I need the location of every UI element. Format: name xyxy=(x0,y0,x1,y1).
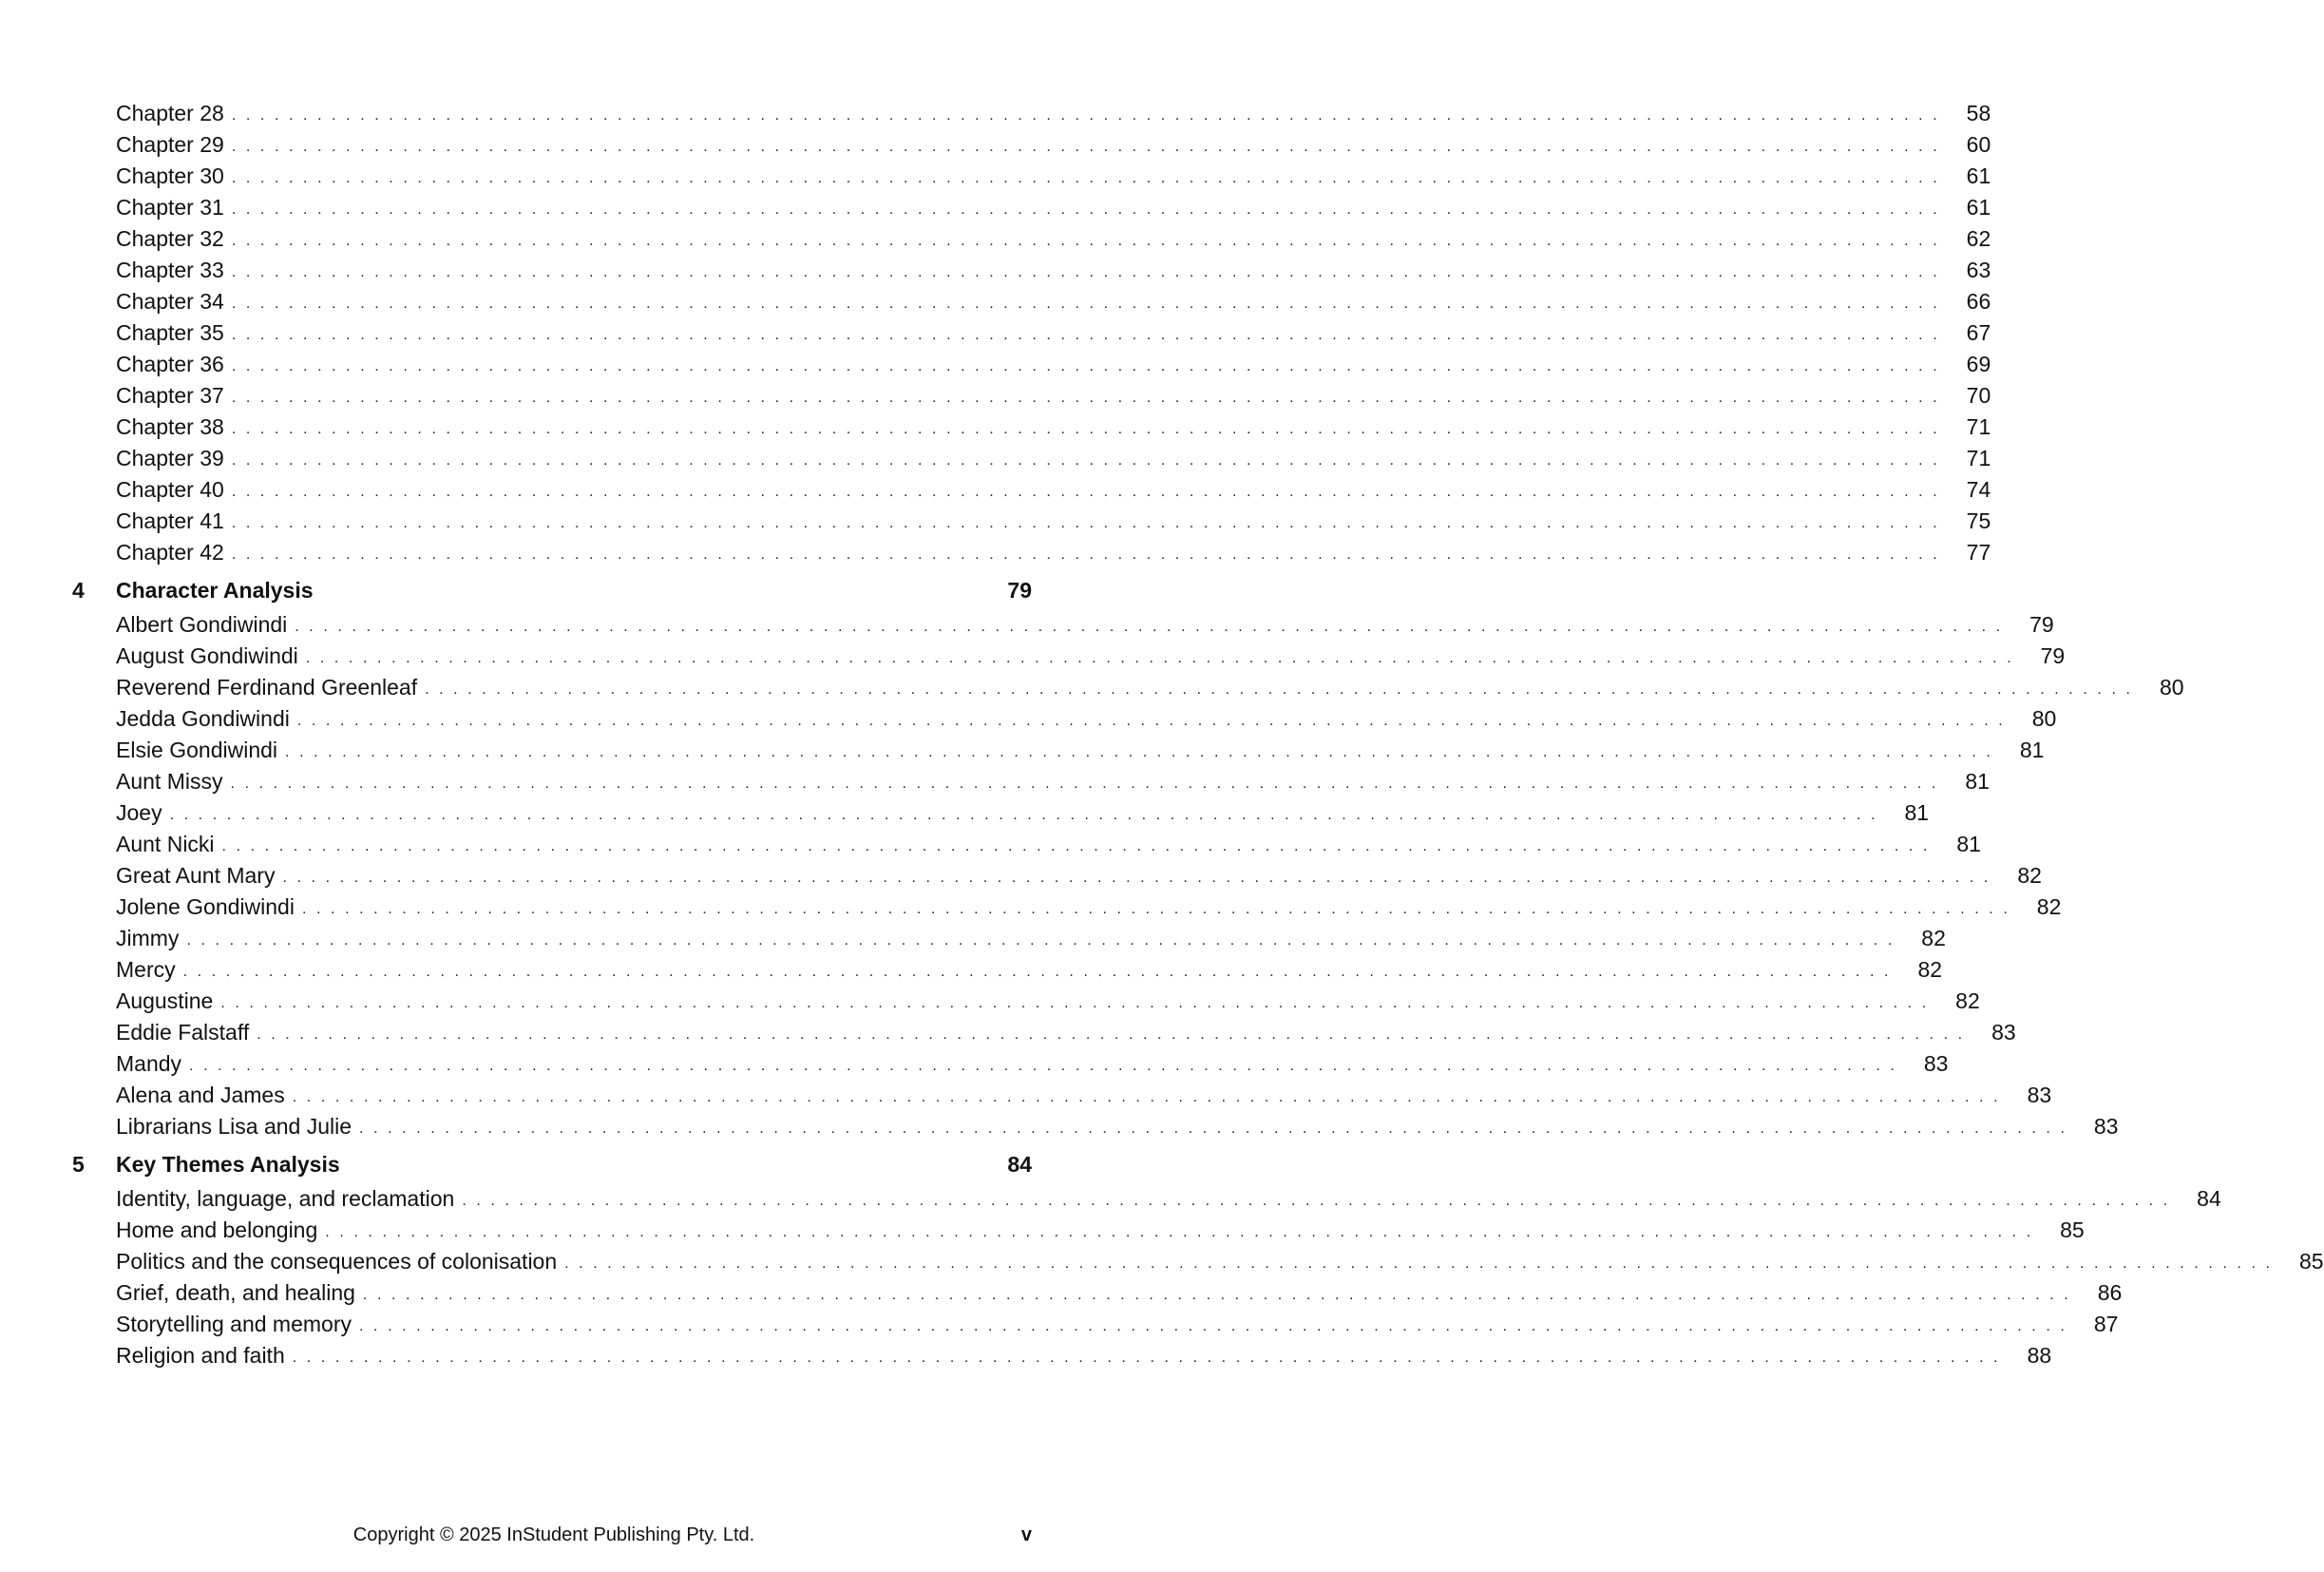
dot-leader: ........................................................................................................................ xyxy=(462,1193,2178,1209)
toc-entry-label: Jolene Gondiwindi xyxy=(116,894,295,919)
toc-entry[interactable] xyxy=(72,735,2045,766)
toc-entry[interactable] xyxy=(72,380,1991,412)
toc-page-number: 67 xyxy=(1966,320,1991,345)
toc-page-number: 86 xyxy=(2097,1280,2123,1305)
toc-entry[interactable] xyxy=(72,703,2057,735)
toc-entry[interactable] xyxy=(72,443,1991,474)
dot-leader: ........................................................................................................................ xyxy=(301,901,2018,917)
toc-entry-label: Chapter 32 xyxy=(116,226,224,251)
dot-leader: ........................................................................................................................ xyxy=(231,452,1948,469)
toc-entry[interactable] xyxy=(72,349,1991,380)
toc-entry-label: Politics and the consequences of colonisation xyxy=(116,1249,558,1274)
toc-entry-label: Chapter 30 xyxy=(116,163,224,188)
toc-page-number: 83 xyxy=(2093,1114,2119,1139)
toc-page-number: 82 xyxy=(2036,894,2062,919)
dot-leader: ........................................................................................................................ xyxy=(231,296,1948,312)
toc-page-number: 77 xyxy=(1966,540,1991,565)
toc-entry-label: Key Themes Analysis xyxy=(116,1151,340,1177)
dot-leader: ........................................................................................................................ xyxy=(231,107,1948,124)
toc-page-number: 81 xyxy=(1904,800,1930,825)
toc-entry-label: Chapter 35 xyxy=(116,320,224,345)
page-number: v xyxy=(1020,1524,1032,1545)
toc-entry[interactable] xyxy=(72,609,2054,641)
toc-entry[interactable] xyxy=(72,891,2062,923)
toc-page-number: 82 xyxy=(2017,863,2042,888)
dot-leader: ........................................................................................................................ xyxy=(189,1058,1905,1074)
toc-page-number: 85 xyxy=(2298,1249,2324,1274)
dot-leader: ........................................................................................................................ xyxy=(292,1350,2009,1366)
toc-entry[interactable] xyxy=(72,1215,2085,1246)
toc-entry[interactable] xyxy=(72,286,1991,317)
toc-page-number: 80 xyxy=(2159,675,2184,700)
toc-section-number: 5 xyxy=(72,1151,85,1177)
toc-entry[interactable] xyxy=(72,923,1946,954)
page-footer xyxy=(0,1524,1108,1553)
toc-entry-label: Aunt Nicki xyxy=(116,832,215,856)
dot-leader: ........................................................................................................................ xyxy=(231,327,1948,343)
toc-page-number: 84 xyxy=(2197,1186,2221,1211)
toc-entry-label: Chapter 37 xyxy=(116,383,224,408)
dot-leader: ........................................................................................................................ xyxy=(220,995,1936,1011)
toc-page-number: 60 xyxy=(1966,132,1991,157)
copyright-notice: Copyright © 2025 InStudent Publishing Pty. Ltd. xyxy=(352,1524,755,1545)
toc-page-number: 83 xyxy=(2027,1083,2052,1107)
toc-entry[interactable] xyxy=(72,223,1991,255)
toc-entry-label: Chapter 38 xyxy=(116,414,224,439)
toc-page-number: 80 xyxy=(2031,706,2057,731)
toc-section-heading[interactable] xyxy=(72,1145,1032,1183)
toc-entry-label: Chapter 29 xyxy=(116,132,224,157)
toc-page-number: 84 xyxy=(1007,1151,1032,1177)
dot-leader: ........................................................................................................................ xyxy=(231,139,1948,155)
toc-entry[interactable] xyxy=(72,797,1930,829)
dot-leader: ........................................................................................................................ xyxy=(231,484,1948,500)
toc-page-number: 83 xyxy=(1991,1020,2016,1045)
toc-entry[interactable] xyxy=(72,474,1991,506)
dot-leader: ........................................................................................................................ xyxy=(282,870,1998,886)
toc-page-number: 81 xyxy=(1956,832,1981,856)
dot-leader: ........................................................................................................................ xyxy=(231,546,1948,563)
dot-leader: ........................................................................................................................ xyxy=(425,681,2141,698)
toc-entry-label: Grief, death, and healing xyxy=(116,1280,355,1305)
toc-entry[interactable] xyxy=(72,129,1991,161)
dot-leader: ........................................................................................................................ xyxy=(285,744,2001,760)
toc-entry[interactable] xyxy=(72,766,1990,797)
toc-entry[interactable] xyxy=(72,317,1991,349)
dot-leader: ........................................................................................................................ xyxy=(231,170,1948,186)
toc-entry[interactable] xyxy=(72,1309,2119,1340)
toc-entry-label: Character Analysis xyxy=(116,577,314,603)
dot-leader: ........................................................................................................................ xyxy=(230,776,1946,792)
toc-entry[interactable] xyxy=(72,98,1991,129)
dot-leader: ........................................................................................................................ xyxy=(221,838,1937,854)
toc-entry[interactable] xyxy=(72,1277,2123,1309)
toc-entry[interactable] xyxy=(72,192,1991,223)
dot-leader: ........................................................................................................................ xyxy=(182,964,1899,980)
toc-entry[interactable] xyxy=(72,860,2042,891)
toc-entry-label: Librarians Lisa and Julie xyxy=(116,1114,352,1139)
toc-entry-label: Chapter 40 xyxy=(116,477,224,502)
toc-entry[interactable] xyxy=(72,829,1981,860)
toc-entry[interactable] xyxy=(72,1246,2324,1277)
dot-leader: ........................................................................................................................ xyxy=(359,1121,2075,1137)
toc-entry[interactable] xyxy=(72,986,1980,1017)
toc-entry[interactable] xyxy=(72,506,1991,537)
toc-page-number: 88 xyxy=(2027,1343,2052,1368)
toc-entry[interactable] xyxy=(72,537,1991,568)
toc-page-number: 82 xyxy=(1917,957,1943,982)
dot-leader: ........................................................................................................................ xyxy=(169,807,1886,823)
toc-entry-label: Albert Gondiwindi xyxy=(116,612,288,637)
dot-leader: ........................................................................................................................ xyxy=(231,358,1948,374)
toc-entry-label: Eddie Falstaff xyxy=(116,1020,250,1045)
dot-leader: ........................................................................................................................ xyxy=(359,1318,2075,1334)
dot-leader: ........................................................................................................................ xyxy=(231,515,1948,531)
toc-entry-label: Home and belonging xyxy=(116,1217,318,1242)
toc-entry[interactable] xyxy=(72,954,1943,986)
dot-leader: ........................................................................................................................ xyxy=(257,1026,1972,1043)
toc-entry-label: Jimmy xyxy=(116,926,180,950)
toc-entry-label: Jedda Gondiwindi xyxy=(116,706,290,731)
toc-page-number: 61 xyxy=(1966,195,1991,220)
toc-section-number: 4 xyxy=(72,577,85,603)
toc-page-number: 81 xyxy=(2019,738,2045,762)
toc-entry-label: Chapter 42 xyxy=(116,540,224,565)
dot-leader: ........................................................................................................................ xyxy=(325,1224,2041,1240)
toc-page-number: 66 xyxy=(1966,289,1991,314)
toc-entry[interactable] xyxy=(72,1111,2119,1142)
toc-entry-label: Great Aunt Mary xyxy=(116,863,276,888)
table-of-contents xyxy=(72,98,2324,1371)
toc-entry[interactable] xyxy=(72,1048,1949,1080)
toc-entry-label: Identity, language, and reclamation xyxy=(116,1186,455,1211)
toc-page-number: 85 xyxy=(2060,1217,2085,1242)
toc-entry-label: Chapter 31 xyxy=(116,195,224,220)
dot-leader: ........................................................................................................................ xyxy=(231,233,1948,249)
toc-page-number: 75 xyxy=(1966,508,1991,533)
dot-leader: ........................................................................................................................ xyxy=(292,1089,2009,1105)
toc-entry-label: Religion and faith xyxy=(116,1343,285,1368)
toc-entry-label: Chapter 33 xyxy=(116,258,224,282)
toc-entry-label: Chapter 39 xyxy=(116,446,224,470)
toc-page-number: 87 xyxy=(2093,1312,2119,1336)
toc-page-number: 69 xyxy=(1966,352,1991,376)
dot-leader: ........................................................................................................................ xyxy=(362,1287,2079,1303)
toc-page-number: 79 xyxy=(2040,643,2066,668)
toc-entry-label: Augustine xyxy=(116,988,214,1013)
dot-leader: ........................................................................................................................ xyxy=(231,421,1948,437)
toc-page-number: 74 xyxy=(1966,477,1991,502)
toc-entry[interactable] xyxy=(72,1183,2221,1215)
toc-page-number: 71 xyxy=(1966,446,1991,470)
dot-leader: ........................................................................................................................ xyxy=(231,264,1948,280)
toc-entry[interactable] xyxy=(72,641,2066,672)
toc-page-number: 79 xyxy=(1007,577,1032,603)
toc-entry-label: Mandy xyxy=(116,1051,182,1076)
dot-leader: ........................................................................................................................ xyxy=(231,201,1948,218)
toc-entry-label: Joey xyxy=(116,800,162,825)
toc-entry-label: Chapter 41 xyxy=(116,508,224,533)
dot-leader: ........................................................................................................................ xyxy=(295,619,2010,635)
toc-page-number: 81 xyxy=(1965,769,1990,794)
toc-entry-label: August Gondiwindi xyxy=(116,643,298,668)
toc-entry-label: Reverend Ferdinand Greenleaf xyxy=(116,675,418,700)
dot-leader: ........................................................................................................................ xyxy=(231,390,1948,406)
toc-page-number: 82 xyxy=(1921,926,1946,950)
dot-leader: ........................................................................................................................ xyxy=(305,650,2022,666)
toc-page-number: 62 xyxy=(1966,226,1991,251)
toc-page-number: 63 xyxy=(1966,258,1991,282)
toc-entry-label: Storytelling and memory xyxy=(116,1312,352,1336)
toc-page-number: 71 xyxy=(1966,414,1991,439)
dot-leader: ........................................................................................................................ xyxy=(296,713,2013,729)
toc-entry-label: Alena and James xyxy=(116,1083,285,1107)
toc-entry[interactable] xyxy=(72,255,1991,286)
toc-entry-label: Chapter 28 xyxy=(116,101,224,125)
toc-entry[interactable] xyxy=(72,1080,2052,1111)
toc-page-number: 82 xyxy=(1955,988,1980,1013)
toc-entry-label: Elsie Gondiwindi xyxy=(116,738,278,762)
toc-page-number: 58 xyxy=(1966,101,1991,125)
toc-page-number: 61 xyxy=(1966,163,1991,188)
toc-page-number: 79 xyxy=(2029,612,2054,637)
dot-leader: ........................................................................................................................ xyxy=(186,932,1902,949)
toc-page-number: 70 xyxy=(1966,383,1991,408)
toc-entry[interactable] xyxy=(72,1340,2052,1371)
toc-entry-label: Mercy xyxy=(116,957,176,982)
dot-leader: ........................................................................................................................ xyxy=(564,1256,2280,1272)
toc-entry[interactable] xyxy=(72,672,2184,703)
toc-page-number: 83 xyxy=(1923,1051,1949,1076)
toc-entry[interactable] xyxy=(72,1017,2016,1048)
toc-section-heading[interactable] xyxy=(72,571,1032,609)
toc-entry[interactable] xyxy=(72,161,1991,192)
toc-entry-label: Chapter 34 xyxy=(116,289,224,314)
toc-entry[interactable] xyxy=(72,412,1991,443)
toc-entry-label: Chapter 36 xyxy=(116,352,224,376)
toc-entry-label: Aunt Missy xyxy=(116,769,223,794)
